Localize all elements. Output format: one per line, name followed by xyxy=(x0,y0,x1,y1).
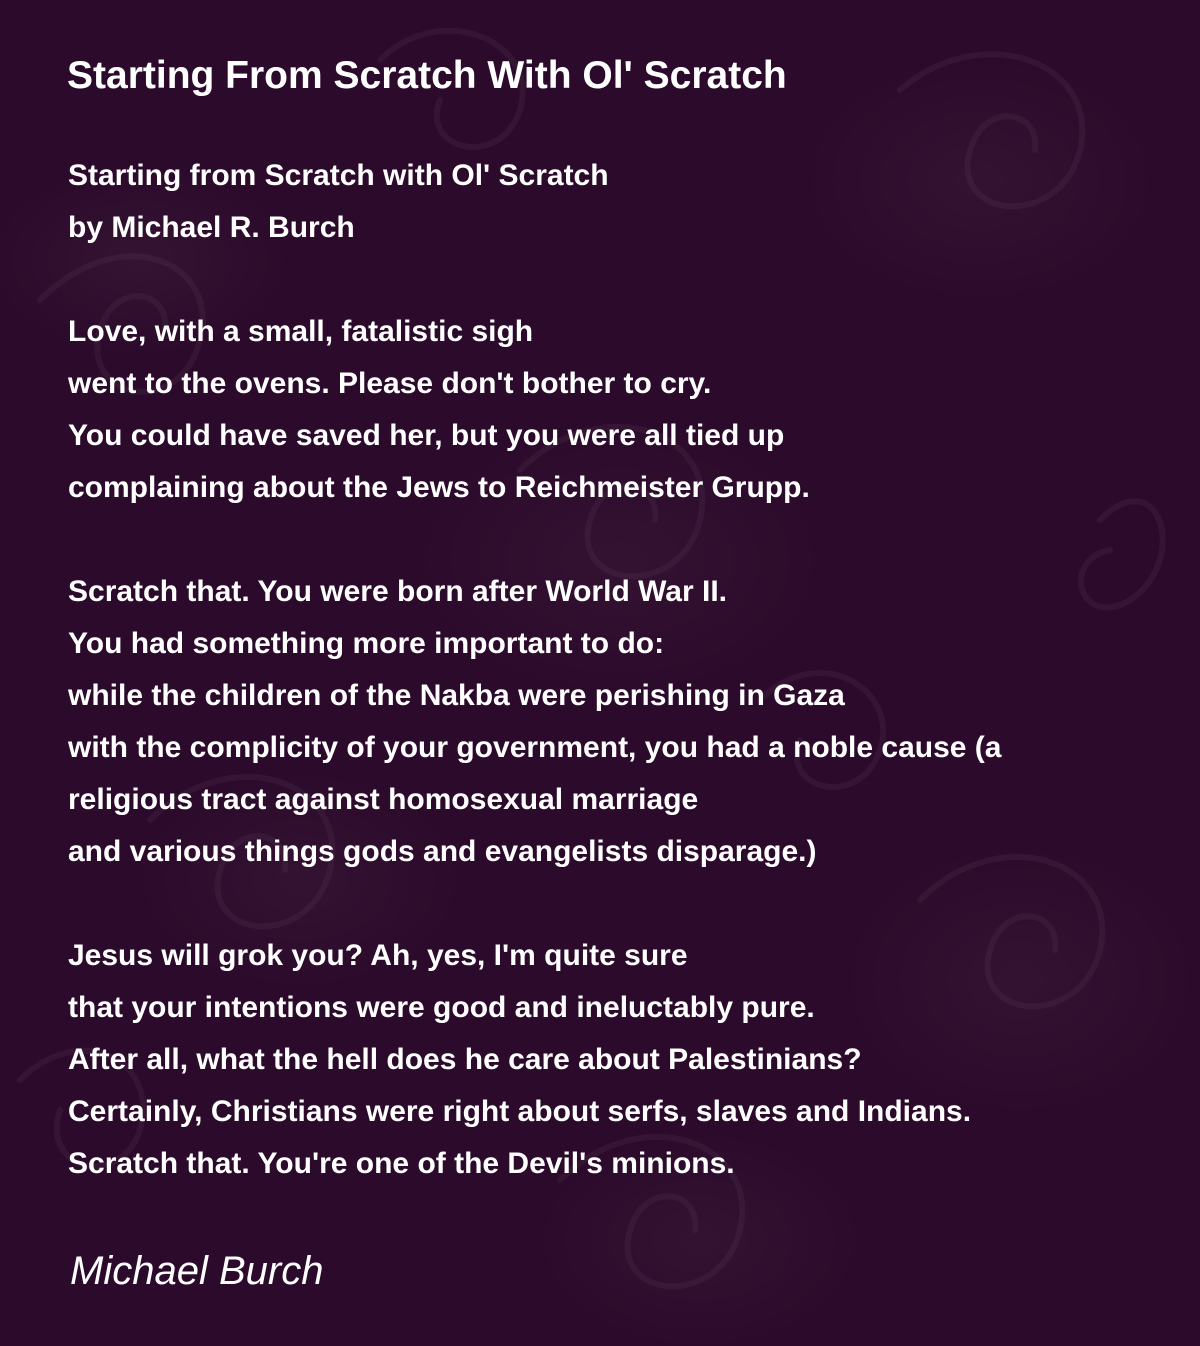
stanza-break xyxy=(68,254,1168,306)
poem-line: with the complicity of your government, you had a noble cause (a xyxy=(68,731,1002,764)
poem-body xyxy=(68,150,1168,1190)
poem-line: that your intentions were good and ineluctably pure. xyxy=(68,991,815,1024)
poem-line: went to the ovens. Please don't bother to cry. xyxy=(68,367,712,400)
poem-line: while the children of the Nakba were perishing in Gaza xyxy=(68,679,845,712)
stanza-break xyxy=(68,878,1168,930)
poem-line: Love, with a small, fatalistic sigh xyxy=(68,315,534,348)
poem-line: by Michael R. Burch xyxy=(68,211,355,244)
poem-line: You could have saved her, but you were all tied up xyxy=(68,419,785,452)
poem-line: Starting from Scratch with Ol' Scratch xyxy=(68,159,609,192)
poem-line: religious tract against homosexual marriage xyxy=(68,783,699,816)
author-signature: Michael Burch xyxy=(70,1249,324,1293)
poem-line: Jesus will grok you? Ah, yes, I'm quite sure xyxy=(68,939,688,972)
poem-line: Certainly, Christians were right about serfs, slaves and Indians. xyxy=(68,1095,972,1128)
stanza-break xyxy=(68,514,1168,566)
poem-line: You had something more important to do: xyxy=(68,627,665,660)
poem-line: complaining about the Jews to Reichmeister Grupp. xyxy=(68,471,810,504)
poem-line: and various things gods and evangelists disparage.) xyxy=(68,835,817,868)
poem-line: After all, what the hell does he care about Palestinians? xyxy=(68,1043,862,1076)
poem-line: Scratch that. You're one of the Devil's minions. xyxy=(68,1147,735,1180)
poem-title: Starting From Scratch With Ol' Scratch xyxy=(67,54,787,97)
poem-line: Scratch that. You were born after World War II. xyxy=(68,575,728,608)
